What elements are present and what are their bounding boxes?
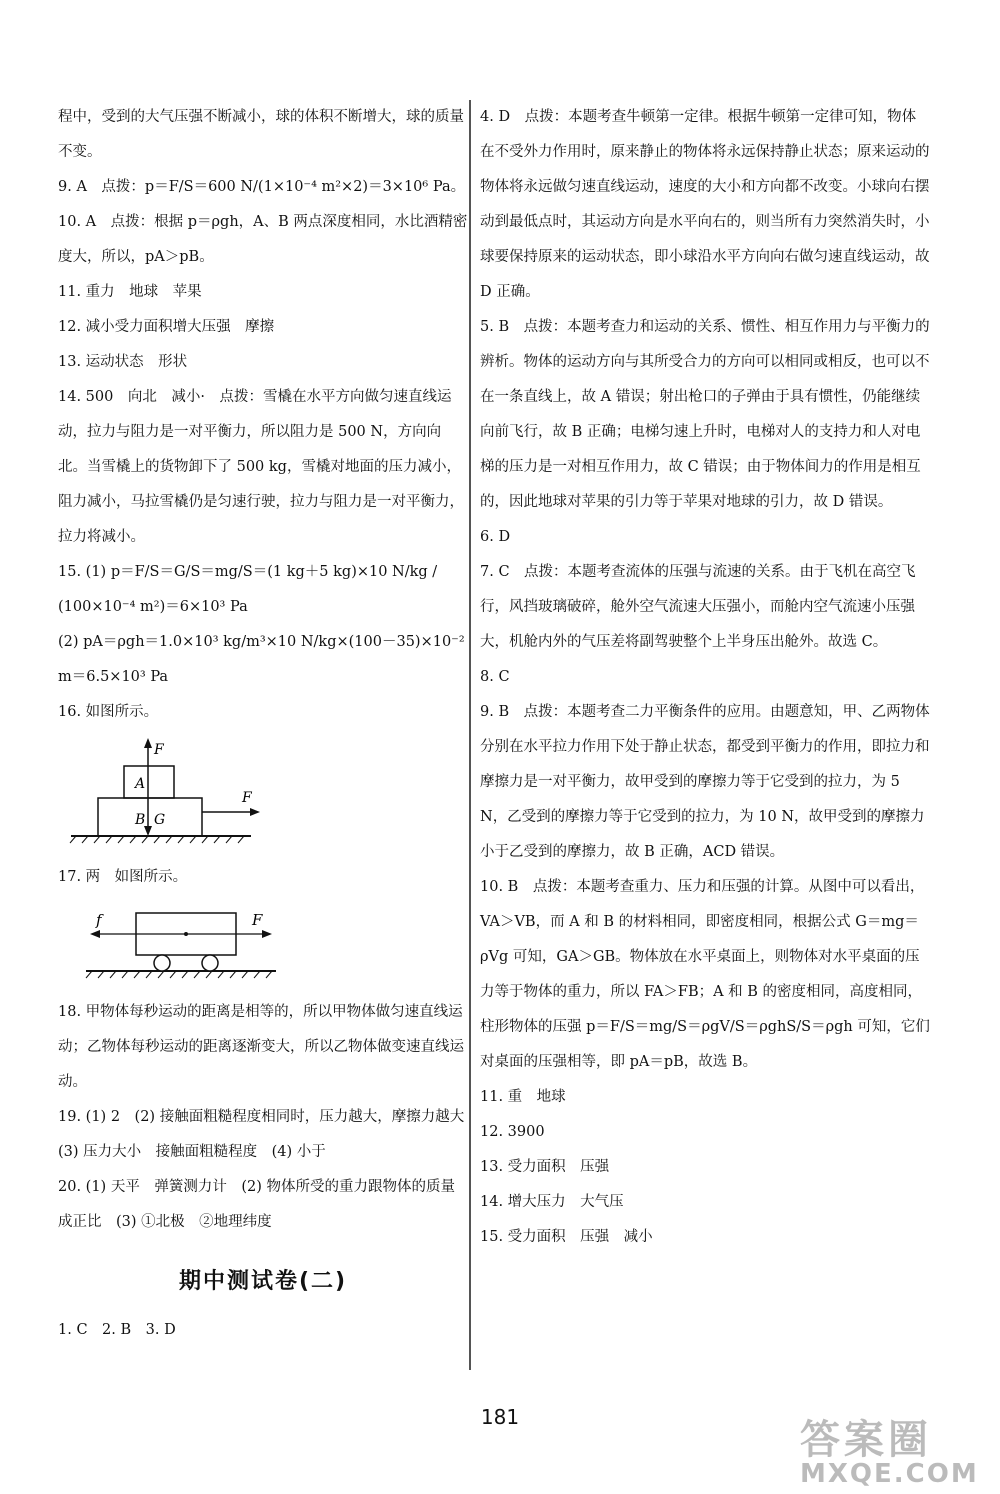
pull-force-label: F xyxy=(252,911,263,929)
answer-entry: 4. D 点拨：本题考查牛顿第一定律。根据牛顿第一定律可知，物体在不受外力作用时，原来静止的物体将永远保持静止状态；原来运动的物体将永远做匀速直线运动，速度的大小和方向都不改变。小球向右摆动到最低点时，其运动方向是水平向右的，则当所有力突然消失时，小球要保持原来的运动状态，即小球沿水平方向向右做匀速直线运动，故 D 正确。 xyxy=(480,109,930,300)
answer-entry: 20. (1) 天平 弹簧测力计 (2) 物体所受的重力跟物体的质量成正比 (3) ①北极 ②地理纬度 xyxy=(58,1179,455,1230)
answer-entry: 12. 减小受力面积增大压强 摩擦 xyxy=(58,319,275,335)
answer-entry: 14. 增大压力 大气压 xyxy=(480,1194,624,1210)
answer-entry: 9. B 点拨：本题考查二力平衡条件的应用。由题意知，甲、乙两物体分别在水平拉力作用下处于静止状态，都受到平衡力的作用，即拉力和摩擦力是一对平衡力，故甲受到的摩擦力等于它受到的拉力，为 5 N，乙受到的摩擦力等于它受到的拉力，为 10 N，故甲受到的摩擦力小于乙受到的摩擦力，故 B 正确，ACD 错误。 xyxy=(480,704,930,860)
answer-entry: 9. A 点拨：p＝F/S＝600 N/(1×10⁻⁴ m²×2)＝3×10⁶ Pa。 xyxy=(58,179,466,195)
answer-entry: 13. 受力面积 压强 xyxy=(480,1159,610,1175)
answer-entry: 10. B 点拨：本题考查重力、压力和压强的计算。从图中可以看出，VA＞VB，而 A 和 B 的材料相同，即密度相同，根据公式 G＝mg＝ρVg 可知，GA＞GB。物体放在水平桌面上，则物体对水平桌面的压力等于物体的重力，所以 FA＞FB；A 和 B 的密度相同，高度相同，柱形物体的压强 p＝F/S＝mg/S＝ρgV/S＝ρghS/S＝ρgh 可知，它们对桌面的压强相等，即 pA＝pB，故选 B。 xyxy=(480,879,930,1070)
answer-entry: 17. 两 如图所示。 xyxy=(58,869,188,885)
answer-entry: 16. 如图所示。 xyxy=(58,704,159,720)
watermark-logo xyxy=(800,1408,990,1488)
answer-entry: 1. C 2. B 3. D xyxy=(58,1322,176,1338)
answer-entry: 13. 运动状态 形状 xyxy=(58,354,188,370)
answer-entry: 19. (1) 2 (2) 接触面粗糙程度相同时，压力越大，摩擦力越大 xyxy=(58,1109,465,1125)
figure-16-force-diagram xyxy=(66,736,286,846)
block-a-label: A xyxy=(135,776,146,792)
force-label-right: F xyxy=(242,790,252,806)
answer-entry: 11. 重 地球 xyxy=(480,1089,566,1105)
right-column xyxy=(480,100,930,1255)
section-title: 期中测试卷(二) xyxy=(178,1269,348,1294)
page-number: 181 xyxy=(480,1405,520,1429)
watermark-url: MXQE.COM xyxy=(800,1459,979,1489)
answer-entry: 15. (1) p＝F/S＝G/S＝mg/S＝(1 kg＋5 kg)×10 N/kg / (100×10⁻⁴ m²)＝6×10³ Pa xyxy=(58,564,438,615)
answer-entry: 程中，受到的大气压强不断减小，球的体积不断增大，球的质量不变。 xyxy=(58,109,464,160)
gravity-label: G xyxy=(154,812,166,828)
answer-entry: 12. 3900 xyxy=(480,1124,545,1140)
answer-entry: 11. 重力 地球 苹果 xyxy=(58,284,202,300)
answer-entry: 10. A 点拨：根据 p＝ρgh，A、B 两点深度相同，水比酒精密度大，所以，pA＞pB。 xyxy=(58,214,468,265)
column-divider xyxy=(469,100,471,1370)
friction-label: f xyxy=(96,911,102,929)
answer-entry: (3) 压力大小 接触面粗糙程度 (4) 小于 xyxy=(58,1144,326,1160)
answer-entry: 8. C xyxy=(480,669,510,685)
force-label-up: F xyxy=(154,742,164,758)
answer-entry: 15. 受力面积 压强 减小 xyxy=(480,1229,653,1245)
watermark-text: 答案圈 xyxy=(800,1417,932,1463)
left-column xyxy=(58,100,468,1348)
answer-entry: 14. 500 向北 减小· 点拨：雪橇在水平方向做匀速直线运动，拉力与阻力是一对平衡力，所以阻力是 500 N，方向向北。当雪橇上的货物卸下了 500 kg，雪橇对地面的压力减小，阻力减小，马拉雪橇仍是匀速行驶，拉力与阻力是一对平衡力，拉力将减小。 xyxy=(58,389,464,545)
answer-entry: 5. B 点拨：本题考查力和运动的关系、惯性、相互作用力与平衡力的辨析。物体的运动方向与其所受合力的方向可以相同或相反，也可以不在一条直线上，故 A 错误；射出枪口的子弹由于具有惯性，仍能继续向前飞行，故 B 正确；电梯匀速上升时，电梯对人的支持力和人对电梯的压力是一对相互作用力，故 C 错误；由于物体间力的作用是相互的，因此地球对苹果的引力等于苹果对地球的引力，故 D 错误。 xyxy=(480,319,930,510)
answer-entry: 7. C 点拨：本题考查流体的压强与流速的关系。由于飞机在高空飞行，风挡玻璃破碎，舱外空气流速大压强小，而舱内空气流速小压强大，机舱内外的气压差将副驾驶整个上半身压出舱外。故选 C。 xyxy=(480,564,916,650)
block-b-label: B xyxy=(135,812,146,828)
figure-17-cart-diagram xyxy=(66,901,286,981)
answer-entry: 6. D xyxy=(480,529,511,545)
answer-entry: 18. 甲物体每秒运动的距离是相等的，所以甲物体做匀速直线运动；乙物体每秒运动的距离逐渐变大，所以乙物体做变速直线运动。 xyxy=(58,1004,464,1090)
answer-entry: (2) pA＝ρgh＝1.0×10³ kg/m³×10 N/kg×(100－35)×10⁻² m＝6.5×10³ Pa xyxy=(58,634,465,685)
